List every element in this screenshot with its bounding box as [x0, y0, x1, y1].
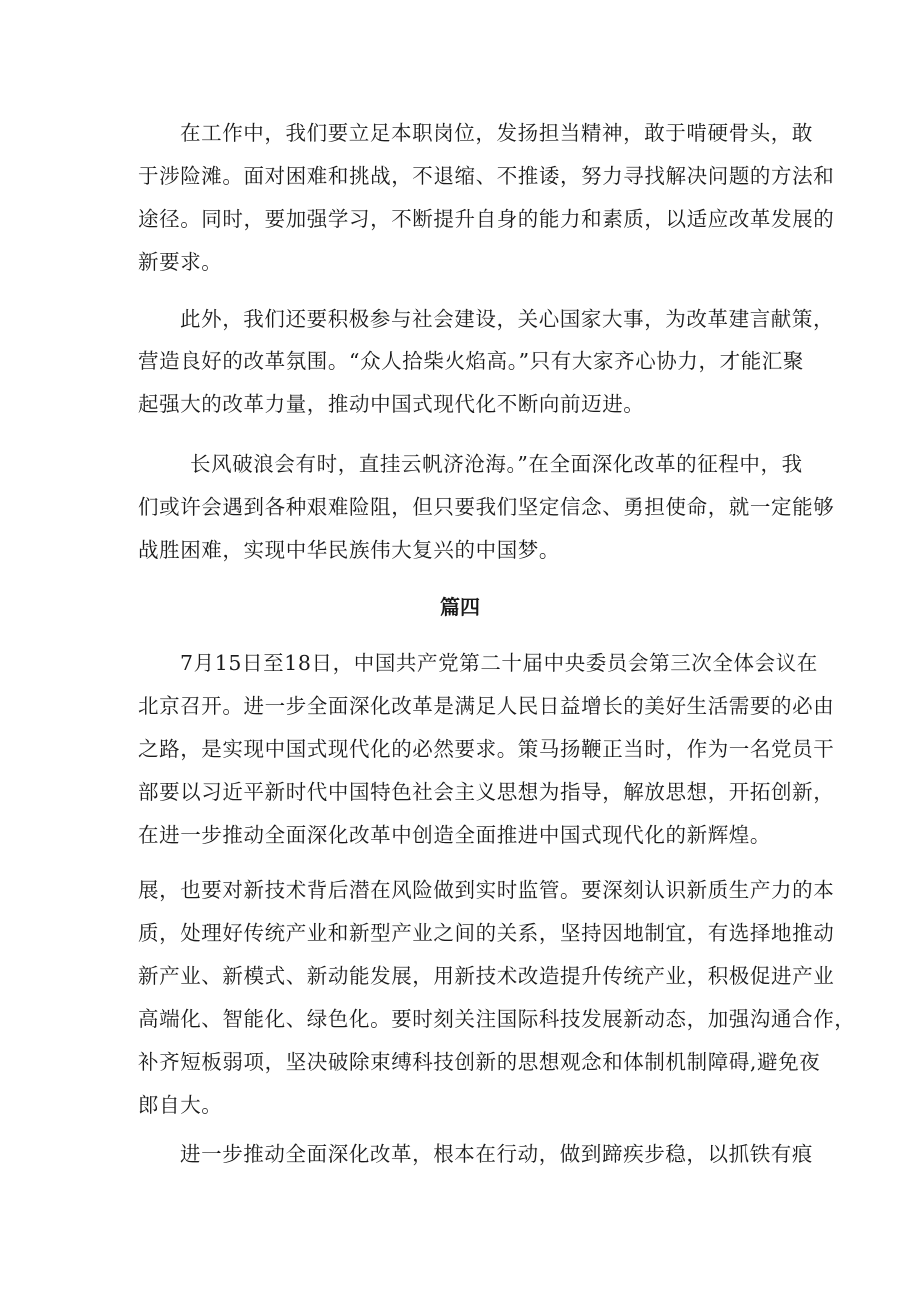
- section-heading: 篇四: [440, 595, 480, 619]
- paragraph-3-line-3: 战胜困难，实现中华民族伟大复兴的中国梦。: [138, 538, 560, 562]
- paragraph-5-line-4: 高端化、智能化、绿色化。要时刻关注国际科技发展新动态，加强沟通合作，: [138, 1007, 856, 1031]
- paragraph-4-line-5: 在进一步推动全面深化改革中创造全面推进中国式现代化的新辉煌。: [138, 823, 771, 847]
- paragraph-3-line-1: 长风破浪会有时，直挂云帆济沧海。”在全面深化改革的征程中，我: [190, 452, 803, 476]
- paragraph-2-line-2: 营造良好的改革氛围。“众人拾柴火焰高。”只有大家齐心协力，才能汇聚: [138, 349, 805, 373]
- paragraph-5-line-2: 质，处理好传统产业和新型产业之间的关系，坚持因地制宜，有选择地推动: [138, 921, 835, 945]
- paragraph-1-line-4: 新要求。: [138, 250, 223, 274]
- paragraph-2-line-3: 起强大的改革力量，推动中国式现代化不断向前迈进。: [138, 392, 645, 416]
- paragraph-1-line-2: 于涉险滩。面对困难和挑战，不退缩、不推诿，努力寻找解决问题的方法和: [138, 164, 835, 188]
- paragraph-5-line-5: 补齐短板弱项，坚决破除束缚科技创新的思想观念和体制机制障碍,避免夜: [138, 1050, 821, 1074]
- paragraph-1-line-1: 在工作中，我们要立足本职岗位，发扬担当精神，敢于啃硬骨头，敢: [180, 121, 813, 145]
- paragraph-3-line-2: 们或许会遇到各种艰难险阻，但只要我们坚定信念、勇担使命，就一定能够: [138, 495, 835, 519]
- paragraph-4-line-1: 7月15日至18日，中国共产党第二十届中央委员会第三次全体会议在: [180, 651, 818, 675]
- paragraph-5-line-6: 郎自大。: [138, 1093, 223, 1117]
- paragraph-4-line-2: 北京召开。进一步全面深化改革是满足人民日益增长的美好生活需要的必由: [138, 694, 835, 718]
- paragraph-2-line-1: 此外，我们还要积极参与社会建设，关心国家大事，为改革建言献策，: [180, 307, 835, 331]
- paragraph-4-line-4: 部要以习近平新时代中国特色社会主义思想为指导，解放思想，开拓创新，: [138, 780, 835, 804]
- paragraph-1-line-3: 途径。同时，要加强学习，不断提升自身的能力和素质，以适应改革发展的: [138, 207, 835, 231]
- paragraph-4-line-3: 之路，是实现中国式现代化的必然要求。策马扬鞭正当时，作为一名党员干: [138, 737, 835, 761]
- paragraph-6-line-1: 进一步推动全面深化改革，根本在行动，做到蹄疾步稳，以抓铁有痕: [180, 1142, 813, 1166]
- paragraph-5-line-1: 展，也要对新技术背后潜在风险做到实时监管。要深刻认识新质生产力的本: [138, 878, 835, 902]
- paragraph-5-line-3: 新产业、新模式、新动能发展，用新技术改造提升传统产业，积极促进产业: [138, 964, 835, 988]
